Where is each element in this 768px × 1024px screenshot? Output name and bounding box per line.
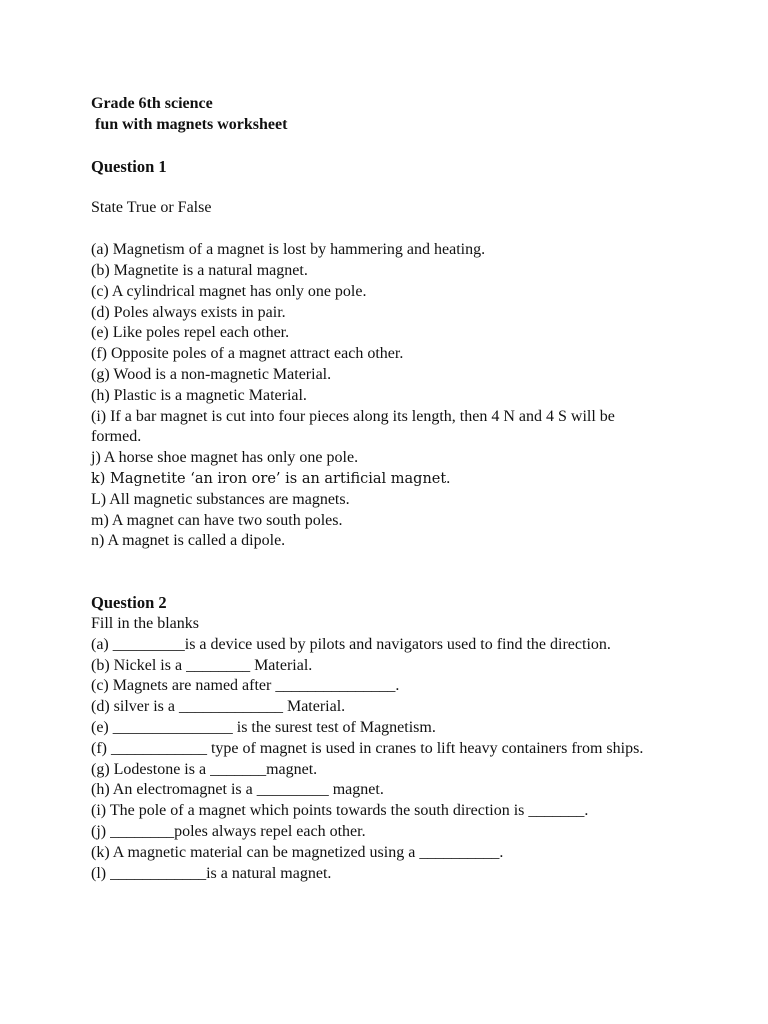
q2-item-i: (i) The pole of a magnet which points towards the south direction is _______. [91,802,589,820]
q1-item-c: (c) A cylindrical magnet has only one pole. [91,282,367,300]
q1-item-j: j) A horse shoe magnet has only one pole. [91,449,359,467]
q1-item-i: (i) If a bar magnet is cut into four pieces along its length, then 4 N and 4 S will be formed. [91,407,615,446]
q1-item-n: n) A magnet is called a dipole. [91,532,286,550]
q1-item-k-period: . [446,469,451,487]
question-2-instruction: Fill in the blanks [91,614,199,632]
worksheet-subtitle-text: fun with magnets worksheet [95,115,288,133]
q1-item-m: m) A magnet can have two south poles. [91,511,343,529]
q2-item-b: (b) Nickel is a ________ Material. [91,656,313,674]
q2-item-h: (h) An electromagnet is a _________ magnet. [91,781,384,799]
q1-item-a: (a) Magnetism of a magnet is lost by hammering and heating. [91,241,486,259]
q1-item-d: (d) Poles always exists in pair. [91,303,286,321]
q1-item-k-text: k) Magnetite ‘an iron ore’ is an artificial magnet [91,470,447,487]
question-2-heading: Question 2 [91,593,167,613]
q2-item-f: (f) ____________ type of magnet is used in cranes to lift heavy containers from ships. [91,739,644,757]
q2-item-j: (j) ________poles always repel each other. [91,822,366,840]
worksheet-title: Grade 6th science [91,95,213,112]
q2-item-e: (e) _______________ is the surest test of Magnetism. [91,718,436,736]
q1-item-h: (h) Plastic is a magnetic Material. [91,386,307,404]
worksheet-content [91,94,691,884]
q2-item-d: (d) silver is a _____________ Material. [91,698,346,716]
q2-item-l: (l) ____________is a natural magnet. [91,864,332,882]
q2-item-a: (a) _________is a device used by pilots and navigators used to find the direction. [91,635,611,653]
q1-item-g: (g) Wood is a non-magnetic Material. [91,365,332,383]
q1-item-f: (f) Opposite poles of a magnet attract each other. [91,345,404,363]
q2-item-k: (k) A magnetic material can be magnetized using a __________. [91,843,504,861]
q2-item-g: (g) Lodestone is a _______magnet. [91,760,318,778]
q1-item-e: (e) Like poles repel each other. [91,324,290,342]
q2-item-c: (c) Magnets are named after _______________. [91,677,400,695]
worksheet-subtitle [91,115,691,136]
q1-item-b: (b) Magnetite is a natural magnet. [91,261,308,279]
q1-item-l: L) All magnetic substances are magnets. [91,490,350,508]
question-1-instruction: State True or False [91,199,212,217]
question-1-heading: Question 1 [91,156,167,176]
q1-item-k [91,469,691,490]
